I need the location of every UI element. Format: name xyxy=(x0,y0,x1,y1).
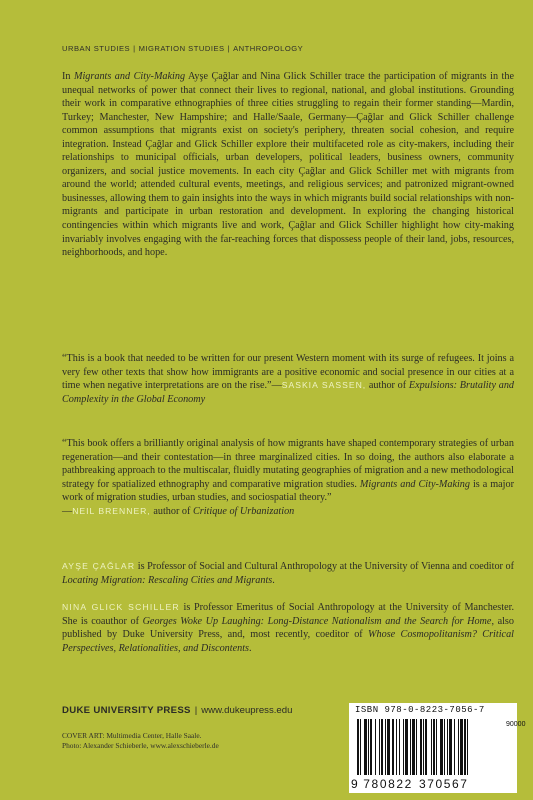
subject-categories xyxy=(62,44,303,53)
barcode-stripe xyxy=(436,719,437,775)
bio-work: Georges Woke Up Laughing: Long-Distance Nationalism and the Search for Home xyxy=(142,615,492,627)
endorser-work: Expulsions: Brutality and Complexity in the Global Economy xyxy=(62,380,515,405)
bio-text: is Professor Emeritus of Social Anthropology at the University of Manchester. She is coauthor of xyxy=(62,602,514,627)
cover-credits xyxy=(62,731,219,751)
barcode-stripe xyxy=(370,719,372,775)
barcode-stripe xyxy=(368,719,369,775)
barcode-stripe xyxy=(396,719,397,775)
barcode-stripe xyxy=(405,719,407,775)
barcode-stripe xyxy=(387,719,390,775)
bio-text-2: , also published by Duke University Press, and, most recently, coeditor of xyxy=(62,615,514,641)
author-name: NINA GLICK SCHILLER xyxy=(62,602,180,612)
barcode-stripe xyxy=(449,719,451,775)
barcode-stripe xyxy=(464,719,466,775)
bio-work: Locating Migration: Rescaling Cities and Migrants xyxy=(62,574,273,586)
publisher-separator: | xyxy=(194,705,198,716)
barcode-stripe xyxy=(444,719,445,775)
barcode-stripe xyxy=(416,719,417,775)
barcode-stripe xyxy=(403,719,404,775)
barcode-stripe xyxy=(357,719,359,775)
photo-credit: Photo: Alexander Schieberle, www.alexschieberle.de xyxy=(62,740,219,750)
barcode-stripe xyxy=(440,719,443,775)
barcode-stripe xyxy=(447,719,448,775)
quote-dash: — xyxy=(62,505,73,517)
quote-dash: — xyxy=(271,380,282,392)
endorsement-sassen xyxy=(62,352,514,406)
bio-text: is Professor of Social and Cultural Anthropology at the University of Vienna and coeditor of xyxy=(135,561,514,572)
barcode-stripe xyxy=(364,719,367,775)
endorsement-brenner xyxy=(62,437,514,518)
isbn-barcode xyxy=(349,703,526,793)
barcode-stripe xyxy=(385,719,386,775)
barcode-stripe xyxy=(467,719,468,775)
category-separator: | xyxy=(227,44,231,53)
barcode-stripe xyxy=(458,719,459,775)
book-title-inline: Migrants and City-Making xyxy=(359,478,470,490)
barcode-supplement: 90000 xyxy=(506,721,526,728)
author-name: AYŞE ÇAĞLAR xyxy=(62,561,136,571)
publisher-line xyxy=(62,705,292,716)
endorser-work: Critique of Urbanization xyxy=(192,505,295,517)
category-urban-studies: URBAN STUDIES xyxy=(62,44,131,53)
barcode-bars xyxy=(357,719,509,775)
barcode-stripe xyxy=(425,719,427,775)
quote-text-b: is a major work of migration studies, urban studies, and sociospatial theory.” xyxy=(62,478,514,504)
author-of-label: author of xyxy=(366,380,409,392)
barcode-stripe xyxy=(433,719,435,775)
blurb-lead: In xyxy=(62,71,74,82)
book-description xyxy=(62,70,514,260)
endorser-name: SASKIA SASSEN, xyxy=(281,380,367,391)
barcode-stripe xyxy=(392,719,394,775)
barcode-stripe xyxy=(360,719,361,775)
category-anthropology: ANTHROPOLOGY xyxy=(233,44,304,53)
barcode-stripe xyxy=(420,719,422,775)
ean-right-group: 370567 xyxy=(418,777,469,791)
author-of-label: author of xyxy=(150,505,193,517)
barcode-stripe xyxy=(460,719,462,775)
barcode-stripe xyxy=(431,719,432,775)
author-bio-glick-schiller xyxy=(62,601,514,655)
quote-text: “This is a book that needed to be written for our present Western moment with its surge of refugees. It joins a very few other texts that show how immigrants are a positive economic and social presence in our cities at a time when negative interpretations are on the rise.” xyxy=(62,353,514,392)
category-separator: | xyxy=(133,44,136,53)
author-bio-caglar xyxy=(62,560,514,587)
cover-art-credit: COVER ART: Multimedia Center, Halle Saale. xyxy=(62,731,202,740)
barcode-stripe xyxy=(454,719,455,775)
barcode-stripe xyxy=(412,719,415,775)
bio-end: . xyxy=(272,574,275,586)
bio-work-2: Whose Cosmopolitanism? Critical Perspectives, Relationalities, and Discontents xyxy=(62,629,514,654)
endorser-name: NEIL BRENNER, xyxy=(72,505,151,516)
book-title: Migrants and City-Making xyxy=(73,71,186,82)
isbn-label: ISBN 978-0-8223-7056-7 xyxy=(355,705,485,715)
category-migration-studies: MIGRATION STUDIES xyxy=(138,44,225,53)
ean-left-group: 780822 xyxy=(363,777,413,791)
publisher-url: www.dukeupress.edu xyxy=(201,705,293,716)
bio-end: . xyxy=(249,642,252,654)
ean-digits xyxy=(351,777,515,791)
ean-first-digit: 9 xyxy=(351,777,360,791)
barcode-stripe xyxy=(379,719,380,775)
barcode-stripe xyxy=(399,719,400,775)
quote-text-a: “This book offers a brilliantly original analysis of how migrants have shaped contemporary strategies of urban regeneration—and their contestation—in three marginalized cities. In so doing, the authors also elaborate a pathbreaking approach to the multiscalar, fluidly mutating geographies of migration and a new methodological strategy for spatialized ethnography and comparative migration studies. xyxy=(62,438,514,490)
barcode-stripe xyxy=(423,719,424,775)
barcode-stripe xyxy=(381,719,383,775)
publisher-name: DUKE UNIVERSITY PRESS xyxy=(62,705,191,716)
blurb-body: Ayşe Çağlar and Nina Glick Schiller trace the participation of migrants in the unequal networks of power that connect their lives to regional, national, and global institutions. Grounding their work in comparative ethnographies of three cities struggling to regain their former standing—Mardin, Turkey; Manchester, New Hampshire; and Halle/Saale, Germany—Çağlar and Glick Schiller challenge common assumptions that migrants exist on society's periphery, threaten social cohesion, and require integration. Instead Çağlar and Glick Schiller explore their multifaceted role as city-makers, including their relationships to municipal officials, urban developers, political leaders, business owners, community organizers, and social justice movements. In each city Çağlar and Glick Schiller met with migrants from around the world; attended cultural events, meetings, and religious services; and patronized migrant-owned businesses, allowing them to gain insights into the ways in which migrants build social relationships with non-migrants and participate in urban restoration and development. In exploring the changing historical contingencies within which migrants live and work, Çağlar and Glick Schiller highlight how city-making invariably involves engaging with the far-reaching forces that dispossess people of their land, jobs, resources, neighborhoods, and hope. xyxy=(62,71,514,259)
barcode-stripe xyxy=(375,719,376,775)
barcode-stripe xyxy=(410,719,411,775)
